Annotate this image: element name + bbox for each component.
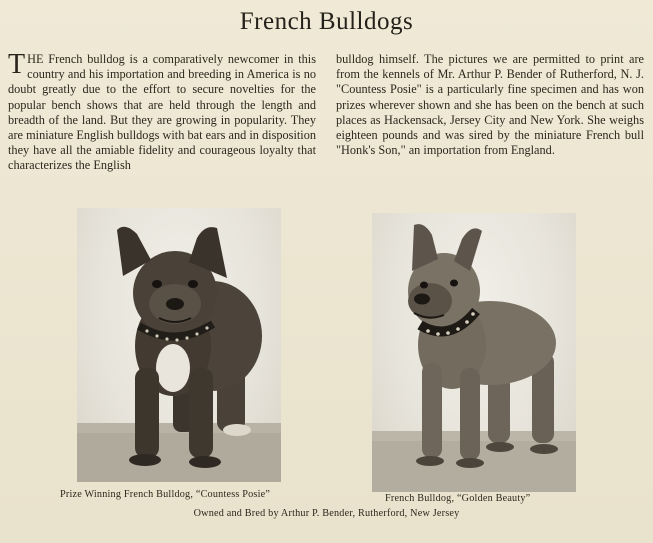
photo-caption-left: Prize Winning French Bulldog, “Countess Posie” xyxy=(60,489,271,500)
photo-credit: Owned and Bred by Arthur P. Bender, Rutherford, New Jersey xyxy=(193,508,460,519)
photo-countess-posie xyxy=(77,208,281,482)
article-column-left xyxy=(8,49,316,174)
column-left-text: HE French bulldog is a comparatively newcomer in this country and his importation and breeding in America is no doubt greatly due to the effort to secure novelties for the popular bench shows that are held through the length and breadth of the land. But they are growing in popularity. They are miniature English bulldogs with bat ears and in disposition they have all the amiable fidelity and courageous loyalty that characterizes the English xyxy=(8,52,316,173)
photo-caption-right: French Bulldog, “Golden Beauty” xyxy=(385,493,531,504)
bulldog-standing-illustration xyxy=(372,213,576,492)
bulldog-front-illustration xyxy=(77,208,281,482)
article-column-right: bulldog himself. The pictures we are permitted to print are from the kennels of Mr. Arthur P. Bender of Rutherford, N. J. "Countess Posie" is a particularly fine specimen and has won prizes wherever shown and she has been on the bench at such places as Hackensack, Jersey City and New York. She weighs eighteen pounds and was sired by the miniature French bull "Honk's Son," an importation from England. xyxy=(336,52,644,158)
drop-cap: T xyxy=(8,49,26,80)
article-title: French Bulldogs xyxy=(239,8,414,35)
photo-golden-beauty xyxy=(372,213,576,492)
